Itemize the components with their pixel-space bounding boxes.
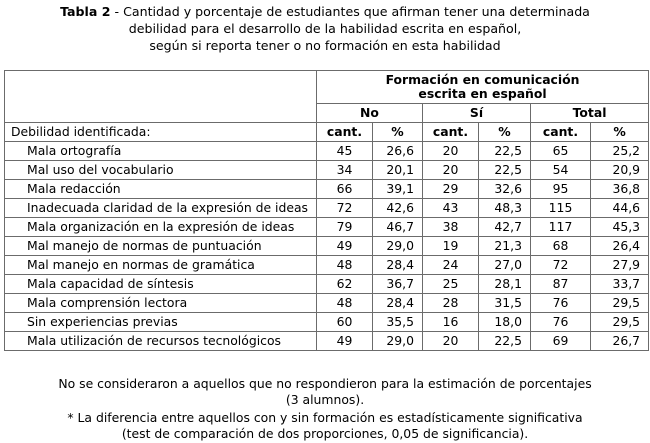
row-label: Mala organización en la expresión de ideas	[5, 218, 317, 237]
cell-si-cant: 20	[423, 142, 479, 161]
cell-tot-pct: 36,8	[591, 180, 649, 199]
header-row-columns	[5, 123, 649, 142]
caption-line-2: debilidad para el desarrollo de la habilidad escrita en español,	[128, 21, 522, 36]
cell-tot-pct: 33,7	[591, 275, 649, 294]
cell-si-pct: 31,5	[479, 294, 531, 313]
cell-si-pct: 48,3	[479, 199, 531, 218]
subgroup-total: Total	[531, 104, 649, 123]
table-row	[5, 199, 649, 218]
row-label: Mala redacción	[5, 180, 317, 199]
table-caption	[0, 3, 650, 54]
row-label: Mal uso del vocabulario	[5, 161, 317, 180]
cell-tot-cant: 95	[531, 180, 591, 199]
cell-si-pct: 18,0	[479, 313, 531, 332]
cell-si-cant: 29	[423, 180, 479, 199]
cell-si-cant: 16	[423, 313, 479, 332]
note-significance	[0, 410, 650, 442]
cell-si-pct: 21,3	[479, 237, 531, 256]
cell-tot-pct: 27,9	[591, 256, 649, 275]
cell-no-cant: 48	[317, 294, 373, 313]
cell-si-pct: 22,5	[479, 161, 531, 180]
cell-tot-cant: 68	[531, 237, 591, 256]
cell-si-cant: 20	[423, 332, 479, 351]
table-body	[5, 142, 649, 351]
cell-tot-pct: 44,6	[591, 199, 649, 218]
cell-no-cant: 66	[317, 180, 373, 199]
cell-no-cant: 79	[317, 218, 373, 237]
table-row	[5, 161, 649, 180]
cell-no-cant: 62	[317, 275, 373, 294]
cell-si-cant: 24	[423, 256, 479, 275]
cell-tot-cant: 76	[531, 313, 591, 332]
cell-si-pct: 22,5	[479, 332, 531, 351]
row-label: Mal manejo en normas de gramática	[5, 256, 317, 275]
cell-no-cant: 34	[317, 161, 373, 180]
cell-si-pct: 28,1	[479, 275, 531, 294]
col-header-si-pct: %	[479, 123, 531, 142]
caption-text-1: - Cantidad y porcentaje de estudiantes que afirman tener una determinada	[110, 4, 590, 19]
group-header-line-1: Formación en comunicación	[385, 72, 580, 87]
cell-tot-cant: 115	[531, 199, 591, 218]
row-label: Mala utilización de recursos tecnológicos	[5, 332, 317, 351]
group-header	[317, 71, 649, 104]
table-row	[5, 237, 649, 256]
row-label: Mala capacidad de síntesis	[5, 275, 317, 294]
col-header-tot-pct: %	[591, 123, 649, 142]
cell-si-cant: 38	[423, 218, 479, 237]
cell-si-cant: 19	[423, 237, 479, 256]
cell-tot-cant: 54	[531, 161, 591, 180]
cell-no-pct: 36,7	[373, 275, 423, 294]
col-header-no-cant: cant.	[317, 123, 373, 142]
cell-no-pct: 29,0	[373, 332, 423, 351]
cell-no-cant: 72	[317, 199, 373, 218]
cell-tot-pct: 45,3	[591, 218, 649, 237]
subgroup-si: Sí	[423, 104, 531, 123]
row-label: Sin experiencias previas	[5, 313, 317, 332]
cell-no-pct: 35,5	[373, 313, 423, 332]
cell-no-pct: 46,7	[373, 218, 423, 237]
empty-corner-cell	[5, 71, 317, 123]
cell-tot-cant: 117	[531, 218, 591, 237]
caption-line-3: según si reporta tener o no formación en esta habilidad	[149, 38, 501, 53]
cell-no-pct: 39,1	[373, 180, 423, 199]
note-exclusion-line-2: (3 alumnos).	[285, 392, 365, 407]
cell-no-cant: 49	[317, 332, 373, 351]
caption-label: Tabla 2	[60, 4, 111, 19]
cell-si-cant: 20	[423, 161, 479, 180]
row-header-label: Debilidad identificada:	[5, 123, 317, 142]
row-label: Inadecuada claridad de la expresión de ideas	[5, 199, 317, 218]
cell-no-pct: 29,0	[373, 237, 423, 256]
col-header-si-cant: cant.	[423, 123, 479, 142]
cell-no-cant: 45	[317, 142, 373, 161]
cell-no-pct: 26,6	[373, 142, 423, 161]
table-row	[5, 294, 649, 313]
note-exclusion-line-1: No se consideraron a aquellos que no respondieron para la estimación de porcentajes	[58, 376, 592, 391]
cell-si-pct: 27,0	[479, 256, 531, 275]
group-header-line-2: escrita en español	[418, 86, 547, 101]
col-header-no-pct: %	[373, 123, 423, 142]
cell-no-pct: 28,4	[373, 256, 423, 275]
row-label: Mala comprensión lectora	[5, 294, 317, 313]
header-row-group	[5, 71, 649, 104]
table-row	[5, 256, 649, 275]
col-header-tot-cant: cant.	[531, 123, 591, 142]
cell-tot-pct: 25,2	[591, 142, 649, 161]
subgroup-no: No	[317, 104, 423, 123]
row-label: Mal manejo de normas de puntuación	[5, 237, 317, 256]
cell-tot-cant: 69	[531, 332, 591, 351]
row-label: Mala ortografía	[5, 142, 317, 161]
cell-no-cant: 60	[317, 313, 373, 332]
data-table	[4, 70, 649, 351]
cell-tot-pct: 26,4	[591, 237, 649, 256]
cell-tot-cant: 87	[531, 275, 591, 294]
cell-tot-pct: 29,5	[591, 313, 649, 332]
cell-si-pct: 42,7	[479, 218, 531, 237]
cell-no-cant: 49	[317, 237, 373, 256]
note-significance-line-1: * La diferencia entre aquellos con y sin formación es estadísticamente significativa	[67, 410, 583, 425]
table-row	[5, 313, 649, 332]
note-significance-line-2: (test de comparación de dos proporciones, 0,05 de significancia).	[121, 426, 529, 441]
cell-no-pct: 42,6	[373, 199, 423, 218]
cell-tot-pct: 26,7	[591, 332, 649, 351]
cell-si-cant: 28	[423, 294, 479, 313]
cell-no-cant: 48	[317, 256, 373, 275]
cell-tot-cant: 65	[531, 142, 591, 161]
note-exclusion	[0, 376, 650, 408]
cell-tot-pct: 20,9	[591, 161, 649, 180]
cell-si-cant: 43	[423, 199, 479, 218]
cell-no-pct: 20,1	[373, 161, 423, 180]
cell-si-pct: 22,5	[479, 142, 531, 161]
table-row	[5, 218, 649, 237]
caption-line-1	[0, 3, 650, 20]
cell-si-cant: 25	[423, 275, 479, 294]
cell-no-pct: 28,4	[373, 294, 423, 313]
cell-tot-pct: 29,5	[591, 294, 649, 313]
cell-tot-cant: 72	[531, 256, 591, 275]
table-row	[5, 180, 649, 199]
cell-tot-cant: 76	[531, 294, 591, 313]
table-row	[5, 142, 649, 161]
table-row	[5, 275, 649, 294]
cell-si-pct: 32,6	[479, 180, 531, 199]
table-row	[5, 332, 649, 351]
